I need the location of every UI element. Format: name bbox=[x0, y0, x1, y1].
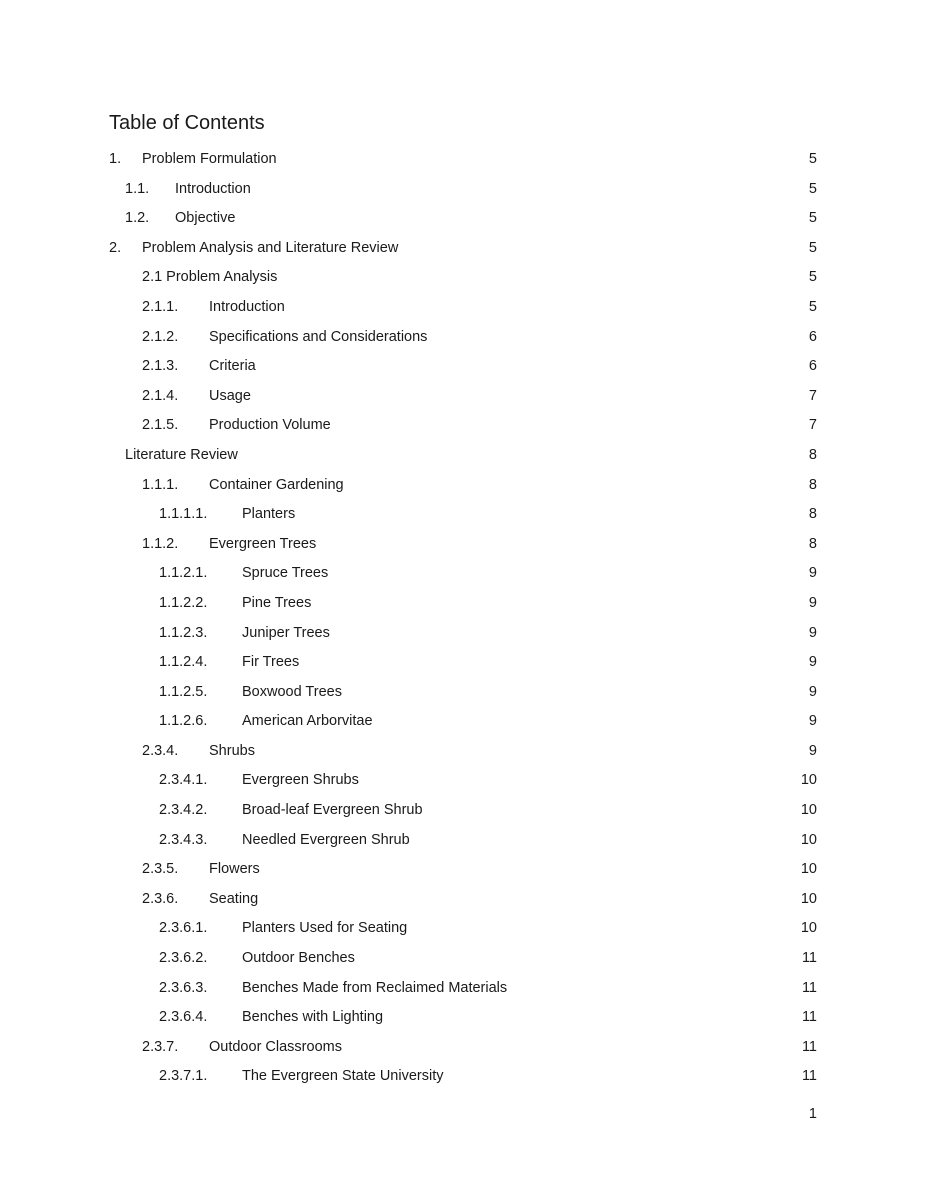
toc-entry[interactable] bbox=[0, 204, 926, 234]
toc-entry-number: 2.3.6.1. bbox=[159, 920, 208, 937]
toc-entry-label: The Evergreen State University bbox=[242, 1068, 444, 1085]
toc-entry-label: Literature Review bbox=[125, 446, 238, 463]
toc-entry-number: 2.3.7. bbox=[142, 1038, 179, 1055]
toc-entry-page: 5 bbox=[808, 180, 817, 197]
toc-entry-page: 11 bbox=[801, 950, 817, 967]
toc-entry-label: Flowers bbox=[209, 861, 260, 878]
toc-entry[interactable] bbox=[0, 678, 926, 708]
toc-entry-label: Outdoor Classrooms bbox=[209, 1038, 342, 1055]
toc-list bbox=[0, 145, 926, 1092]
toc-entry-label: Juniper Trees bbox=[242, 624, 330, 641]
toc-entry-number: 1.1.2.2. bbox=[159, 594, 208, 611]
toc-entry-label: Criteria bbox=[209, 358, 256, 375]
toc-entry-number: 1.1. bbox=[125, 180, 150, 197]
toc-entry[interactable] bbox=[0, 974, 926, 1004]
toc-entry[interactable] bbox=[0, 411, 926, 441]
toc-title: Table of Contents bbox=[109, 112, 265, 134]
toc-entry[interactable] bbox=[0, 175, 926, 205]
toc-entry-label: Planters bbox=[242, 506, 296, 523]
toc-entry[interactable] bbox=[0, 500, 926, 530]
toc-entry-page: 7 bbox=[808, 387, 817, 404]
toc-entry-label: Specifications and Considerations bbox=[209, 328, 428, 345]
toc-entry-number: 1.1.2.6. bbox=[159, 713, 208, 730]
toc-entry-label: Planters Used for Seating bbox=[242, 920, 408, 937]
toc-entry-number: 1.1.2.1. bbox=[159, 565, 208, 582]
toc-entry-number: 2.3.6. bbox=[142, 890, 179, 907]
toc-entry-page: 10 bbox=[800, 861, 817, 878]
toc-entry-page: 8 bbox=[808, 476, 817, 493]
toc-entry-page: 5 bbox=[808, 298, 817, 315]
toc-entry[interactable] bbox=[0, 796, 926, 826]
toc-entry[interactable] bbox=[0, 826, 926, 856]
toc-entry-page: 10 bbox=[800, 890, 817, 907]
toc-entry-page: 10 bbox=[800, 772, 817, 789]
toc-entry-label: American Arborvitae bbox=[242, 713, 373, 730]
toc-entry[interactable] bbox=[0, 1033, 926, 1063]
toc-entry[interactable] bbox=[0, 382, 926, 412]
toc-entry-number: 2.3.4. bbox=[142, 742, 179, 759]
toc-entry-page: 10 bbox=[800, 920, 817, 937]
toc-entry-page: 7 bbox=[808, 417, 817, 434]
toc-entry-label: Pine Trees bbox=[242, 594, 312, 611]
toc-entry-label: Benches with Lighting bbox=[242, 1009, 384, 1026]
toc-entry[interactable] bbox=[0, 323, 926, 353]
toc-entry-page: 6 bbox=[808, 358, 817, 375]
toc-entry-number: 1.1.2.3. bbox=[159, 624, 208, 641]
toc-entry[interactable] bbox=[0, 648, 926, 678]
toc-entry[interactable] bbox=[0, 766, 926, 796]
toc-entry-number: 2.1.1. bbox=[142, 298, 179, 315]
toc-entry[interactable] bbox=[0, 707, 926, 737]
toc-entry-number: 1.1.1.1. bbox=[159, 506, 208, 523]
toc-entry-label: Evergreen Trees bbox=[209, 535, 317, 552]
toc-entry-number: 2.1.3. bbox=[142, 358, 179, 375]
toc-entry-label: Introduction bbox=[175, 180, 251, 197]
toc-entry-page: 9 bbox=[808, 654, 817, 671]
toc-entry-number: 2.3.4.2. bbox=[159, 802, 208, 819]
toc-entry[interactable] bbox=[0, 737, 926, 767]
toc-entry-label: Seating bbox=[209, 890, 259, 907]
toc-entry-label: Needled Evergreen Shrub bbox=[242, 831, 410, 848]
toc-entry[interactable] bbox=[0, 530, 926, 560]
toc-entry-page: 8 bbox=[808, 506, 817, 523]
toc-entry[interactable] bbox=[0, 145, 926, 175]
toc-entry-page: 11 bbox=[801, 1009, 817, 1026]
toc-entry-number: 2.3.4.1. bbox=[159, 772, 208, 789]
toc-entry-label: Boxwood Trees bbox=[242, 683, 342, 700]
toc-entry[interactable] bbox=[0, 885, 926, 915]
toc-entry-number: 1.2. bbox=[125, 210, 150, 227]
toc-entry[interactable] bbox=[0, 1062, 926, 1092]
toc-entry-label: Container Gardening bbox=[209, 476, 344, 493]
toc-entry-number: 2.3.6.2. bbox=[159, 950, 208, 967]
toc-entry-label: Introduction bbox=[209, 298, 285, 315]
toc-entry[interactable] bbox=[0, 944, 926, 974]
toc-entry-label: Outdoor Benches bbox=[242, 950, 355, 967]
toc-entry-number: 2.1.5. bbox=[142, 417, 179, 434]
toc-entry[interactable] bbox=[0, 559, 926, 589]
toc-entry[interactable] bbox=[0, 1003, 926, 1033]
toc-entry-page: 5 bbox=[808, 151, 817, 167]
toc-entry-page: 9 bbox=[808, 594, 817, 611]
toc-entry[interactable] bbox=[0, 855, 926, 885]
toc-entry[interactable] bbox=[0, 293, 926, 323]
toc-entry-number: 2.3.6.4. bbox=[159, 1009, 208, 1026]
toc-entry-number: 1. bbox=[109, 151, 122, 167]
toc-entry-page: 11 bbox=[801, 979, 817, 996]
toc-entry-page: 10 bbox=[800, 802, 817, 819]
toc-entry-number: 2.1.4. bbox=[142, 387, 179, 404]
toc-entry-number: 2. bbox=[109, 239, 122, 256]
toc-entry[interactable] bbox=[0, 352, 926, 382]
toc-entry-number: 1.1.2.4. bbox=[159, 654, 208, 671]
toc-entry-label: 2.1 Problem Analysis bbox=[142, 269, 278, 286]
toc-entry-page: 6 bbox=[808, 328, 817, 345]
toc-entry-label: Production Volume bbox=[209, 417, 331, 434]
toc-entry-page: 9 bbox=[808, 683, 817, 700]
toc-entry[interactable] bbox=[0, 234, 926, 264]
toc-entry-label: Usage bbox=[209, 387, 251, 404]
toc-entry-page: 8 bbox=[808, 535, 817, 552]
toc-entry-label: Fir Trees bbox=[242, 654, 300, 671]
toc-entry-number: 2.3.7.1. bbox=[159, 1068, 208, 1085]
toc-entry-page: 9 bbox=[808, 742, 817, 759]
toc-entry[interactable] bbox=[0, 914, 926, 944]
toc-entry-page: 11 bbox=[801, 1038, 817, 1055]
toc-entry-page: 9 bbox=[808, 713, 817, 730]
toc-entry-page: 8 bbox=[808, 446, 817, 463]
toc-entry[interactable] bbox=[0, 441, 926, 471]
toc-entry-number: 1.1.1. bbox=[142, 476, 179, 493]
toc-entry-label: Problem Analysis and Literature Review bbox=[142, 239, 399, 256]
toc-entry-page: 10 bbox=[800, 831, 817, 848]
toc-entry-label: Objective bbox=[175, 210, 236, 227]
page-number: 1 bbox=[808, 1106, 817, 1122]
toc-entry-number: 1.1.2. bbox=[142, 535, 179, 552]
toc-entry-page: 9 bbox=[808, 565, 817, 582]
toc-entry-page: 5 bbox=[808, 239, 817, 256]
toc-entry-number: 1.1.2.5. bbox=[159, 683, 208, 700]
toc-entry-label: Evergreen Shrubs bbox=[242, 772, 359, 789]
toc-entry[interactable] bbox=[0, 589, 926, 619]
toc-entry[interactable] bbox=[0, 263, 926, 293]
toc-entry-label: Spruce Trees bbox=[242, 565, 329, 582]
toc-entry-number: 2.3.5. bbox=[142, 861, 179, 878]
toc-entry[interactable] bbox=[0, 619, 926, 649]
toc-entry-number: 2.3.6.3. bbox=[159, 979, 208, 996]
toc-entry-page: 9 bbox=[808, 624, 817, 641]
toc-entry-number: 2.1.2. bbox=[142, 328, 179, 345]
toc-entry-label: Benches Made from Reclaimed Materials bbox=[242, 979, 508, 996]
toc-entry-label: Problem Formulation bbox=[142, 151, 277, 167]
toc-entry-page: 5 bbox=[808, 269, 817, 286]
toc-entry-label: Shrubs bbox=[209, 742, 255, 759]
toc-entry[interactable] bbox=[0, 471, 926, 501]
toc-entry-page: 5 bbox=[808, 210, 817, 227]
toc-entry-page: 11 bbox=[801, 1068, 817, 1085]
toc-entry-number: 2.3.4.3. bbox=[159, 831, 208, 848]
toc-entry-label: Broad-leaf Evergreen Shrub bbox=[242, 802, 423, 819]
